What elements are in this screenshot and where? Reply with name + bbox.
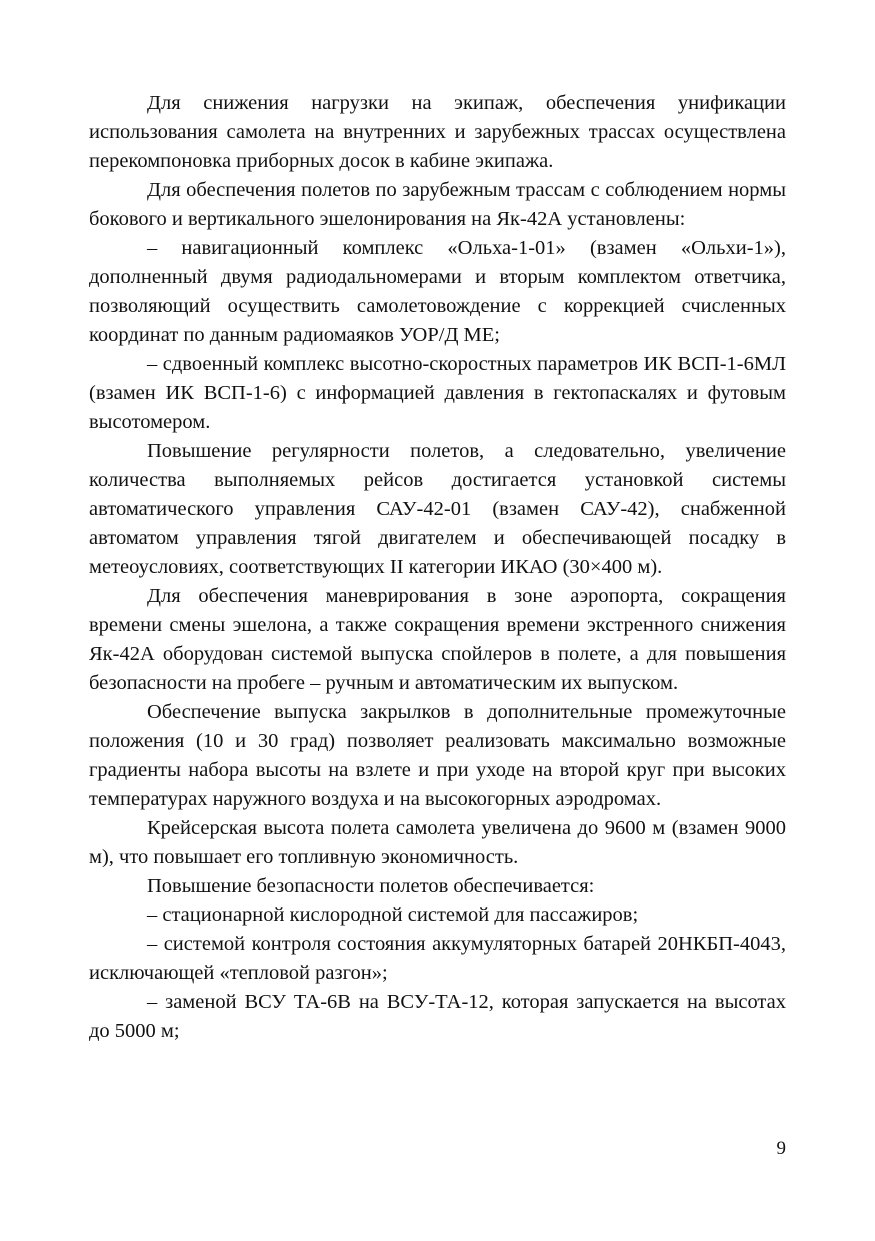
- paragraph-foreign-routes: Для обеспечения полетов по зарубежным трассам с соблюдением нормы бокового и вертикального эшелонирования на Як-42А установлены:: [89, 179, 786, 230]
- paragraph-maneuvering-spoilers: Для обеспечения маневрирования в зоне аэропорта, сокращения времени смены эшелона, а также сокращения времени экстренного снижения Як-42А оборудован системой выпуска спойлеров в полете, а для повышения безопасности на пробеге – ручным и автоматическим их выпуском.: [89, 585, 786, 694]
- paragraph-crew-workload: Для снижения нагрузки на экипаж, обеспечения унификации использования самолета на внутренних и зарубежных трассах осуществлена перекомпоновка приборных досок в кабине экипажа.: [89, 92, 786, 172]
- paragraph-safety-heading: Повышение безопасности полетов обеспечивается:: [147, 875, 595, 897]
- page-body: [89, 89, 786, 1046]
- list-item-oxygen-system: – стационарной кислородной системой для пассажиров;: [147, 904, 639, 926]
- paragraph-cruise-altitude: Крейсерская высота полета самолета увеличена до 9600 м (взамен 9000 м), что повышает его топливную экономичность.: [89, 817, 786, 868]
- paragraph-flight-regularity: Повышение регулярности полетов, а следовательно, увеличение количества выполняемых рейсов достигается установкой системы автоматического управления САУ-42-01 (взамен САУ-42), снабженной автоматом управления тягой двигателем и обеспечивающей посадку в метеоусловиях, соответствующих II категории ИКАО (30×400 м).: [89, 440, 786, 578]
- list-item-altitude-speed-complex: – сдвоенный комплекс высотно-скоростных параметров ИК ВСП-1-6МЛ (взамен ИК ВСП-1-6) с информацией давления в гектопаскалях и футовым высотомером.: [89, 353, 786, 433]
- list-item-apu-replacement: – заменой ВСУ ТА-6В на ВСУ-ТА-12, которая запускается на высотах до 5000 м;: [89, 991, 786, 1042]
- page-number: 9: [776, 1138, 786, 1159]
- list-item-battery-control: – системой контроля состояния аккумуляторных батарей 20НКБП-4043, исключающей «тепловой разгон»;: [89, 933, 786, 984]
- paragraph-flaps-positions: Обеспечение выпуска закрылков в дополнительные промежуточные положения (10 и 30 град) позволяет реализовать максимально возможные градиенты набора высоты на взлете и при уходе на второй круг при высоких температурах наружного воздуха и на высокогорных аэродромах.: [89, 701, 786, 810]
- list-item-navigation-complex: – навигационный комплекс «Ольха-1-01» (взамен «Ольхи-1»), дополненный двумя радиодальномерами и вторым комплектом ответчика, позволяющий осуществить самолетовождение с коррекцией счисленных координат по данным радиомаяков УОР/Д МЕ;: [89, 237, 786, 346]
